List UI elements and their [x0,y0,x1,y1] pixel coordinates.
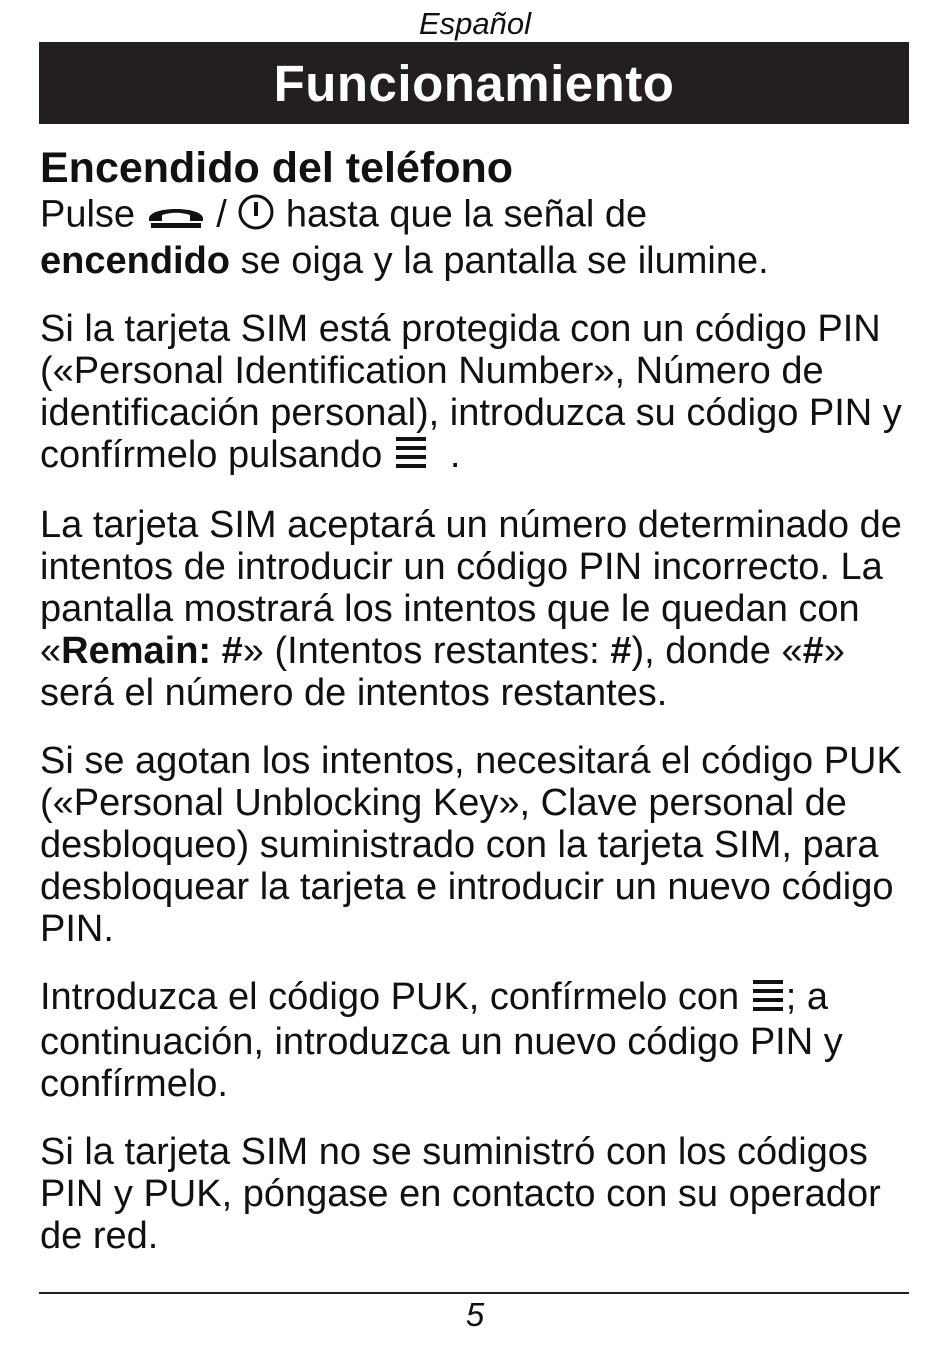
page-content [40,143,920,1283]
power-icon [237,193,275,240]
phone-handset-icon [146,196,206,238]
paragraph-attempts: La tarjeta SIM aceptará un número determinado de intentos de introducir un código PIN incorrecto. La pantalla mostrará los intentos que le quedan con «Remain: #» (Intentos restantes: #), donde «#» será el número de intentos restantes. [40,504,902,715]
paragraph-operator: Si la tarjeta SIM no se suministró con los códigos PIN y PUK, póngase en contacto con su operador de red. [40,1130,881,1257]
section-banner [39,42,909,124]
page-number: 5 [465,1296,485,1333]
paragraph-pin: Si la tarjeta SIM está protegida con un código PIN («Personal Identification Number», Número de identificación personal), introduzca su código PIN y confírmelo pulsando . [40,308,920,478]
paragraph-puk: Si se agotan los intentos, necesitará el código PUK («Personal Unblocking Key», Clave personal de desbloqueo) suministrado con la tarjeta SIM, para desbloquear la tarjeta e introducir un nuevo código PIN. [40,740,902,951]
menu-lines-icon [393,435,429,478]
footer-divider [39,1292,909,1294]
section-heading: Encendido del teléfono [40,144,514,192]
paragraph-power-on: Pulse / hasta que la señal de encendido se oiga y la pantalla se ilumine. [40,193,769,282]
section-title: Funcionamiento [273,54,675,112]
paragraph-new-pin: Introduzca el código PUK, confírmelo con ; a continuación, introduzca un nuevo código PIN y confírmelo. [40,976,843,1105]
language-label: Español [418,6,532,41]
menu-lines-icon [750,978,786,1021]
